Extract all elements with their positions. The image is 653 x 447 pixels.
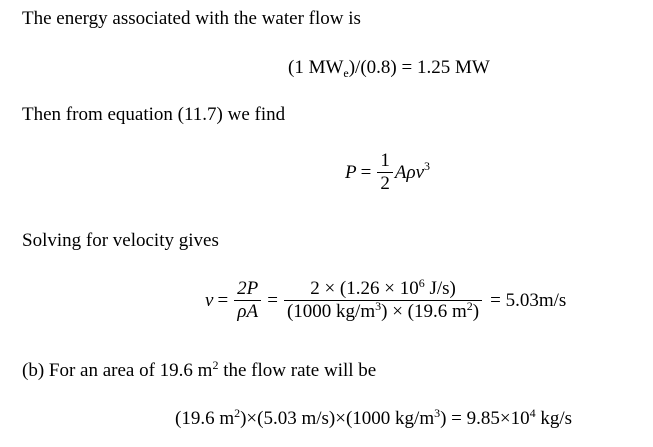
eq3-frac2-den-a: (1000 kg/m: [286, 301, 376, 322]
eq4-c: ) = 9.85×10: [440, 408, 530, 429]
eq2-area: A: [394, 161, 407, 183]
eq1-subscript: e: [343, 66, 349, 80]
equation-flow-rate: [175, 408, 572, 430]
eq3-frac1-numerator: 2P: [237, 278, 259, 299]
eq3-frac1-denominator: ρA: [234, 300, 261, 323]
solving-text: Solving for velocity gives: [22, 230, 219, 251]
eq3-result: = 5.03m/s: [490, 289, 567, 311]
eq3-frac2-den-b: ) × (19.6 m: [381, 301, 467, 322]
equation-energy: [288, 57, 490, 79]
eq3-fraction-1: [234, 278, 261, 323]
eq1-rhs: )/(0.8) = 1.25 MW: [348, 57, 490, 78]
intro-text: The energy associated with the water flow is: [22, 8, 361, 29]
eq3-frac2-num-exp: 6: [418, 276, 425, 290]
eq1-lhs: (1 MW: [288, 57, 344, 78]
eq2-numerator: 1: [380, 150, 390, 171]
equation-power: P = $\frac{1}{2}$ A ρ v $^3$: [345, 150, 430, 194]
part-b-b: the flow rate will be: [218, 360, 377, 381]
part-b-text: [22, 360, 376, 382]
eq4-c-exp: 4: [529, 406, 536, 420]
eq3-v: v: [205, 289, 214, 311]
eq2-p: P: [345, 161, 357, 183]
eq3-frac2-denominator: [284, 300, 482, 323]
eq3-frac2-den-exp1: 3: [375, 299, 382, 313]
eq2-velocity: v: [415, 161, 424, 183]
eq3-frac2-num-b: J/s): [424, 278, 456, 299]
eq2-rho: ρ: [406, 161, 416, 183]
eq3-fraction-2: [284, 278, 482, 323]
eq4-b: )×(5.03 m/s)×(1000 kg/m: [240, 408, 435, 429]
eq3-frac2-den-c: ): [472, 301, 480, 322]
eq3-equals-2: =: [267, 289, 278, 311]
eq4-a-exp: 2: [234, 406, 241, 420]
eq4-d: kg/s: [535, 408, 573, 429]
eq2-denominator: 2: [377, 172, 393, 195]
eq3-frac2-den-exp2: 2: [466, 299, 473, 313]
eq3-frac2-numerator: [307, 278, 459, 300]
eq3-equals-1: =: [217, 289, 229, 311]
part-b-exp: 2: [212, 358, 219, 372]
then-text: Then from equation (11.7) we find: [22, 104, 286, 125]
eq3-frac2-num-a: 2 × (1.26 × 10: [310, 278, 419, 299]
equation-velocity: [205, 278, 566, 323]
eq2-equals: =: [360, 161, 372, 183]
part-b-a: (b) For an area of 19.6 m: [22, 360, 213, 381]
eq4-b-exp: 3: [434, 406, 441, 420]
eq2-fraction: [377, 150, 393, 195]
eq4-a: (19.6 m: [175, 408, 235, 429]
